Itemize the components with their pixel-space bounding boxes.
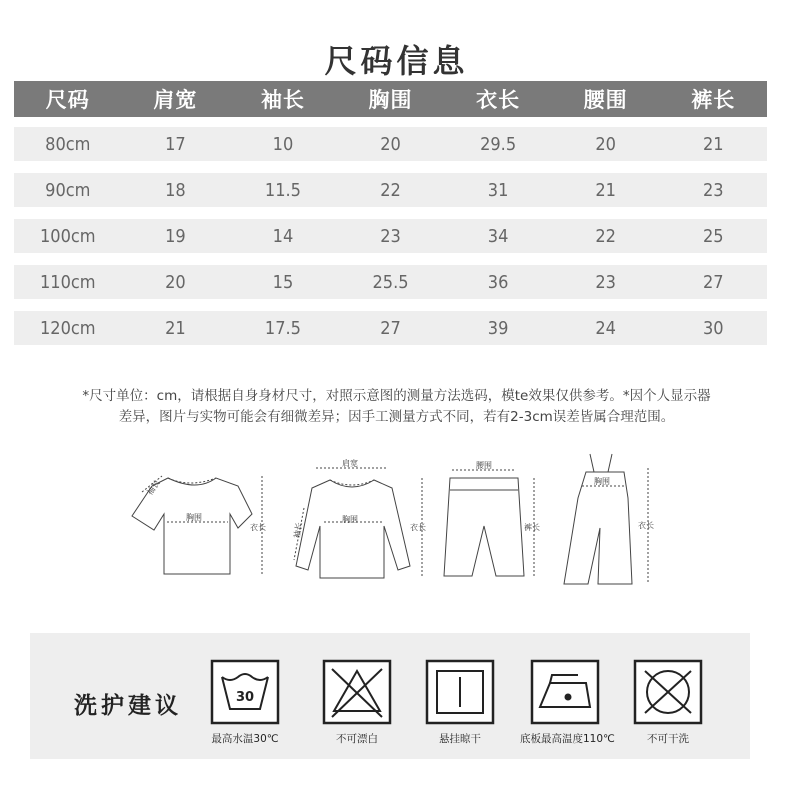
longsleeve-illustration xyxy=(294,468,422,578)
shorts-waist-label: 腰围 xyxy=(476,461,492,470)
header-pants-length: 裤长 xyxy=(691,88,736,112)
hang-dry-icon xyxy=(425,659,495,725)
header-sleeve: 袖长 xyxy=(260,88,305,112)
table-cell: 120cm xyxy=(39,317,96,339)
table-cell: 21 xyxy=(595,179,616,201)
table-cell: 18 xyxy=(165,179,186,201)
table-row xyxy=(14,265,767,299)
table-cell: 23 xyxy=(595,271,616,293)
longsleeve-chest-label: 胸围 xyxy=(342,515,358,524)
longsleeve-sleeve-label: 袖长 xyxy=(292,521,304,539)
care-item-wash xyxy=(200,659,290,746)
overalls-illustration xyxy=(564,454,648,584)
table-cell: 25 xyxy=(702,225,724,247)
wash-temp: 30 xyxy=(235,690,255,705)
care-label-bleach: 不可漂白 xyxy=(336,733,378,745)
no-dry-clean-icon xyxy=(633,659,703,725)
table-cell: 80cm xyxy=(45,133,91,155)
table-cell: 20 xyxy=(595,133,616,155)
size-table xyxy=(14,81,767,345)
table-cell: 36 xyxy=(487,271,509,293)
table-cell: 14 xyxy=(272,225,294,247)
care-label-dryclean: 不可干洗 xyxy=(647,733,689,745)
care-item-bleach xyxy=(312,659,402,746)
header-shoulder: 肩宽 xyxy=(153,88,198,112)
table-cell: 29.5 xyxy=(480,133,517,155)
header-size: 尺码 xyxy=(45,88,90,112)
note-line-2: 差异，图片与实物可能会有细微差异；因手工测量方式不同，若有2-3cm误差皆属合理范围。 xyxy=(118,409,675,425)
no-bleach-icon xyxy=(322,659,392,725)
table-cell: 17 xyxy=(165,133,186,155)
table-cell: 34 xyxy=(487,225,509,247)
table-cell: 21 xyxy=(165,317,186,339)
table-cell: 24 xyxy=(595,317,616,339)
table-cell: 27 xyxy=(380,317,401,339)
care-item-dryclean xyxy=(623,659,713,746)
iron-110-icon xyxy=(530,659,600,725)
overalls-length-label: 衣长 xyxy=(638,521,654,530)
table-cell: 20 xyxy=(380,133,401,155)
care-title: 洗护建议 xyxy=(74,693,182,719)
table-cell: 39 xyxy=(487,317,509,339)
header-waist: 腰围 xyxy=(583,88,628,112)
shorts-length-label: 裤长 xyxy=(524,523,540,532)
tshirt-chest-label: 胸围 xyxy=(186,513,202,522)
table-cell: 23 xyxy=(380,225,401,247)
care-item-iron xyxy=(520,659,615,746)
table-cell: 30 xyxy=(702,317,724,339)
table-cell: 11.5 xyxy=(264,179,301,201)
table-cell: 90cm xyxy=(45,179,91,201)
header-length: 衣长 xyxy=(476,88,521,112)
table-cell: 110cm xyxy=(39,271,96,293)
page-title: 尺码信息 xyxy=(324,42,469,80)
table-cell: 15 xyxy=(272,271,294,293)
table-row xyxy=(14,127,767,161)
care-item-dry xyxy=(415,659,505,746)
tshirt-sleeve-label: 袖长 xyxy=(145,478,162,497)
table-cell: 21 xyxy=(702,133,724,155)
table-row xyxy=(14,219,767,253)
table-cell: 17.5 xyxy=(264,317,301,339)
table-cell: 22 xyxy=(380,179,401,201)
care-label-dry: 悬挂晾干 xyxy=(439,733,481,745)
table-cell: 25.5 xyxy=(372,271,409,293)
size-note xyxy=(14,386,779,428)
shorts-illustration xyxy=(444,470,534,576)
header-chest: 胸围 xyxy=(368,88,413,112)
measurement-illustrations xyxy=(120,448,680,598)
table-header xyxy=(14,81,767,117)
table-cell: 22 xyxy=(595,225,616,247)
table-cell: 20 xyxy=(165,271,186,293)
table-cell: 23 xyxy=(702,179,724,201)
table-cell: 27 xyxy=(702,271,724,293)
table-cell: 19 xyxy=(165,225,186,247)
care-label-iron: 底板最高温度110℃ xyxy=(520,733,615,745)
wash-30-icon xyxy=(210,659,280,725)
table-cell: 10 xyxy=(272,133,294,155)
note-line-1: *尺寸单位：cm，请根据自身身材尺寸，对照示意图的测量方法选码，模te效果仅供参考。*因个人显示器 xyxy=(82,388,711,404)
longsleeve-shoulder-label: 肩宽 xyxy=(342,459,358,468)
table-cell: 31 xyxy=(487,179,509,201)
table-row xyxy=(14,311,767,345)
care-panel xyxy=(30,633,750,759)
care-label-wash: 最高水温30℃ xyxy=(211,733,279,745)
table-cell: 100cm xyxy=(39,225,96,247)
longsleeve-length-label: 衣长 xyxy=(410,523,426,532)
overalls-chest-label: 胸围 xyxy=(594,477,610,486)
table-row xyxy=(14,173,767,207)
tshirt-length-label: 衣长 xyxy=(250,523,266,532)
